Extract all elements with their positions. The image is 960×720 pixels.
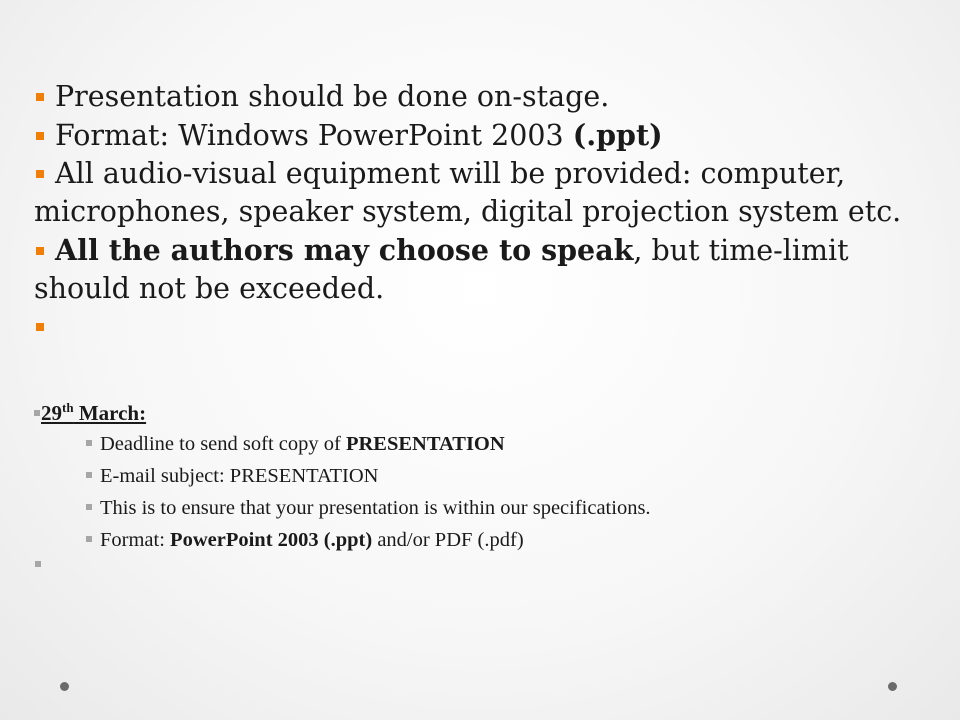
- deadline-section: [34, 393, 914, 556]
- small-square-bullet-icon: [35, 561, 41, 567]
- bullet-item: [34, 155, 914, 231]
- bullet-item-empty: [34, 308, 914, 346]
- square-bullet-icon: [36, 93, 44, 101]
- bullet-text: Format: Windows PowerPoint 2003: [55, 119, 573, 152]
- square-bullet-icon: [36, 323, 44, 331]
- bullet-text: Presentation should be done on-stage.: [55, 80, 610, 113]
- main-bullet-list: [34, 78, 914, 346]
- bullet-item: [34, 78, 914, 116]
- deadline-day: 29: [41, 401, 62, 425]
- subitem-text-bold: PowerPoint 2003 (.ppt): [170, 529, 373, 551]
- bullet-item: [34, 116, 914, 155]
- bullet-item: [34, 231, 914, 308]
- subitem: [86, 492, 914, 524]
- square-bullet-icon: [36, 132, 44, 140]
- deadline-month: March:: [73, 401, 147, 425]
- bullet-text: , but time-limit should not be exceeded.: [34, 234, 849, 305]
- subitem: [86, 460, 914, 492]
- subitem-text: Format:: [100, 529, 171, 551]
- small-square-bullet-icon: [34, 410, 40, 416]
- corner-dot-icon: [888, 682, 897, 691]
- deadline-subitems: [34, 428, 914, 556]
- subitem: [86, 524, 914, 556]
- deadline-day-suffix: th: [62, 400, 74, 415]
- corner-dot-icon: [60, 682, 69, 691]
- square-bullet-icon: [36, 170, 44, 178]
- square-bullet-icon: [36, 247, 44, 255]
- subitem-text: This is to ensure that your presentation is within our specifications.: [100, 497, 651, 519]
- subitem-text-bold: PRESENTATION: [345, 433, 505, 455]
- deadline-heading: [34, 393, 914, 428]
- bullet-text: All audio-visual equipment will be provided: computer, microphones, speaker system, digital projection system etc.: [34, 157, 902, 228]
- bullet-text-bold: All the authors may choose to speak: [55, 233, 634, 267]
- subitem-text: E-mail subject: PRESENTATION: [100, 465, 379, 487]
- small-square-bullet-icon: [86, 440, 92, 446]
- subitem: [86, 428, 914, 460]
- small-square-bullet-icon: [86, 504, 92, 510]
- small-square-bullet-icon: [86, 472, 92, 478]
- subitem-text: and/or PDF (.pdf): [372, 529, 524, 551]
- subitem-text: Deadline to send soft copy of: [100, 433, 346, 455]
- deadline-date: [41, 401, 146, 425]
- small-square-bullet-icon: [86, 536, 92, 542]
- bullet-text-bold: (.ppt): [572, 118, 663, 152]
